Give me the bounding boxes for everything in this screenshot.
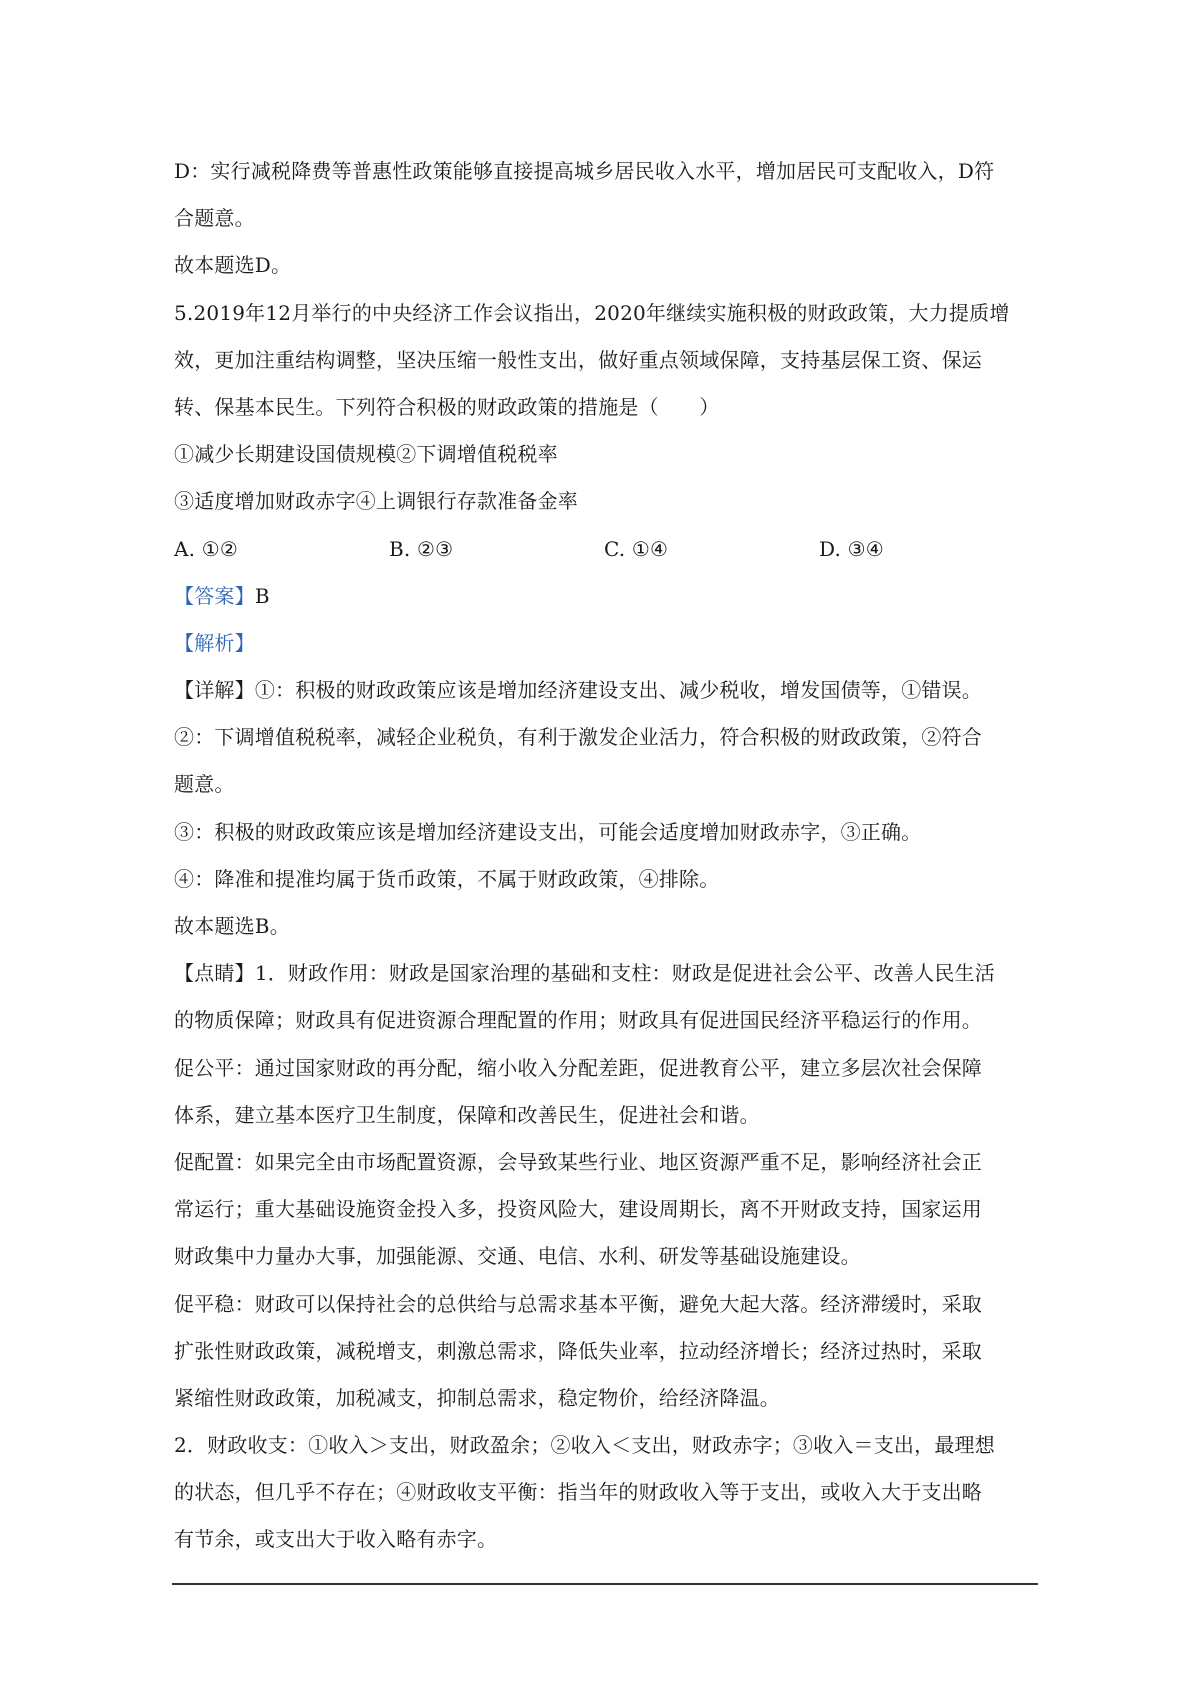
tip-first-line: [174, 950, 1034, 997]
answer-line: [174, 573, 1034, 620]
detail-label: 【详解】: [174, 678, 255, 703]
tip-line: 的状态，但几乎不存在；④财政收支平衡：指当年的财政收入等于支出，或收入大于支出略: [174, 1480, 982, 1505]
detail-line: 题意。: [174, 772, 235, 797]
detail-line: ③：积极的财政政策应该是增加经济建设支出，可能会适度增加财政赤字，③正确。: [174, 819, 922, 844]
tip-line: 紧缩性财政政策，加税减支，抑制总需求，稳定物价，给经济降温。: [174, 1385, 780, 1410]
text-line: 合题意。: [174, 206, 255, 231]
tip-line: 体系，建立基本医疗卫生制度，保障和改善民生，促进社会和谐。: [174, 1102, 760, 1127]
option-c: C. ①④: [604, 536, 669, 561]
analysis-line: [174, 620, 1034, 667]
tip-line: 促配置：如果完全由市场配置资源，会导致某些行业、地区资源严重不足，影响经济社会正: [174, 1149, 982, 1174]
detail-line: ②：下调增值税税率，减轻企业税负，有利于激发企业活力，符合积极的财政政策，②符合: [174, 725, 982, 750]
option-a: A. ①②: [174, 536, 239, 561]
document-page: [174, 148, 1034, 1564]
analysis-label: 【解析】: [174, 630, 255, 655]
question-5-stem-line: 5.2019年12月举行的中央经济工作会议指出，2020年继续实施积极的财政政策，大力提质增: [174, 300, 1010, 325]
tip-line: 的物质保障；财政具有促进资源合理配置的作用；财政具有促进国民经济平稳运行的作用。: [174, 1008, 982, 1033]
tip-line: 2．财政收支：①收入＞支出，财政盈余；②收入＜支出，财政赤字；③收入＝支出，最理想: [174, 1433, 995, 1458]
text-line: 故本题选D。: [174, 253, 292, 278]
option-d: D. ③④: [819, 536, 884, 561]
question-5-stem-line: 效，更加注重结构调整，坚决压缩一般性支出，做好重点领域保障，支持基层保工资、保运: [174, 347, 982, 372]
answer-options: [174, 526, 1034, 573]
footer-divider: [172, 1583, 1038, 1585]
detail-line: 故本题选B。: [174, 914, 290, 938]
option-b: B. ②③: [389, 536, 454, 561]
tip-text: 1．财政作用：财政是国家治理的基础和支柱：财政是促进社会公平、改善人民生活: [254, 961, 995, 986]
tip-line: 扩张性财政政策，减税增支，刺激总需求，降低失业率，拉动经济增长；经济过热时，采取: [174, 1338, 982, 1363]
tip-section: [174, 950, 1034, 1563]
tip-label: 【点睛】: [174, 961, 255, 986]
text-line: D：实行减税降费等普惠性政策能够直接提高城乡居民收入水平，增加居民可支配收入，D符: [174, 159, 995, 183]
tip-line: 常运行；重大基础设施资金投入多，投资风险大，建设周期长，离不开财政支持，国家运用: [174, 1197, 982, 1222]
answer-label: 【答案】: [174, 583, 255, 608]
question-5-stem-line: 转、保基本民生。下列符合积极的财政政策的措施是（ ）: [174, 394, 720, 419]
detail-first-line: [174, 667, 1034, 714]
detail-section: [174, 667, 1034, 950]
tip-line: 有节余，或支出大于收入略有赤字。: [174, 1527, 498, 1552]
statement-line: ③适度增加财政赤字④上调银行存款准备金率: [174, 489, 578, 514]
detail-text: ①：积极的财政政策应该是增加经济建设支出、减少税收，增发国债等，①错误。: [254, 678, 983, 703]
tip-line: 促公平：通过国家财政的再分配，缩小收入分配差距，促进教育公平，建立多层次社会保障: [174, 1055, 982, 1080]
answer-value: B: [254, 583, 270, 608]
tip-line: 促平稳：财政可以保持社会的总供给与总需求基本平衡，避免大起大落。经济滞缓时，采取: [174, 1291, 982, 1316]
tip-line: 财政集中力量办大事，加强能源、交通、电信、水利、研发等基础设施建设。: [174, 1244, 861, 1269]
statement-line: ①减少长期建设国债规模②下调增值税税率: [174, 442, 558, 467]
detail-line: ④：降准和提准均属于货币政策，不属于财政政策，④排除。: [174, 866, 720, 891]
question-block: [174, 148, 1034, 573]
